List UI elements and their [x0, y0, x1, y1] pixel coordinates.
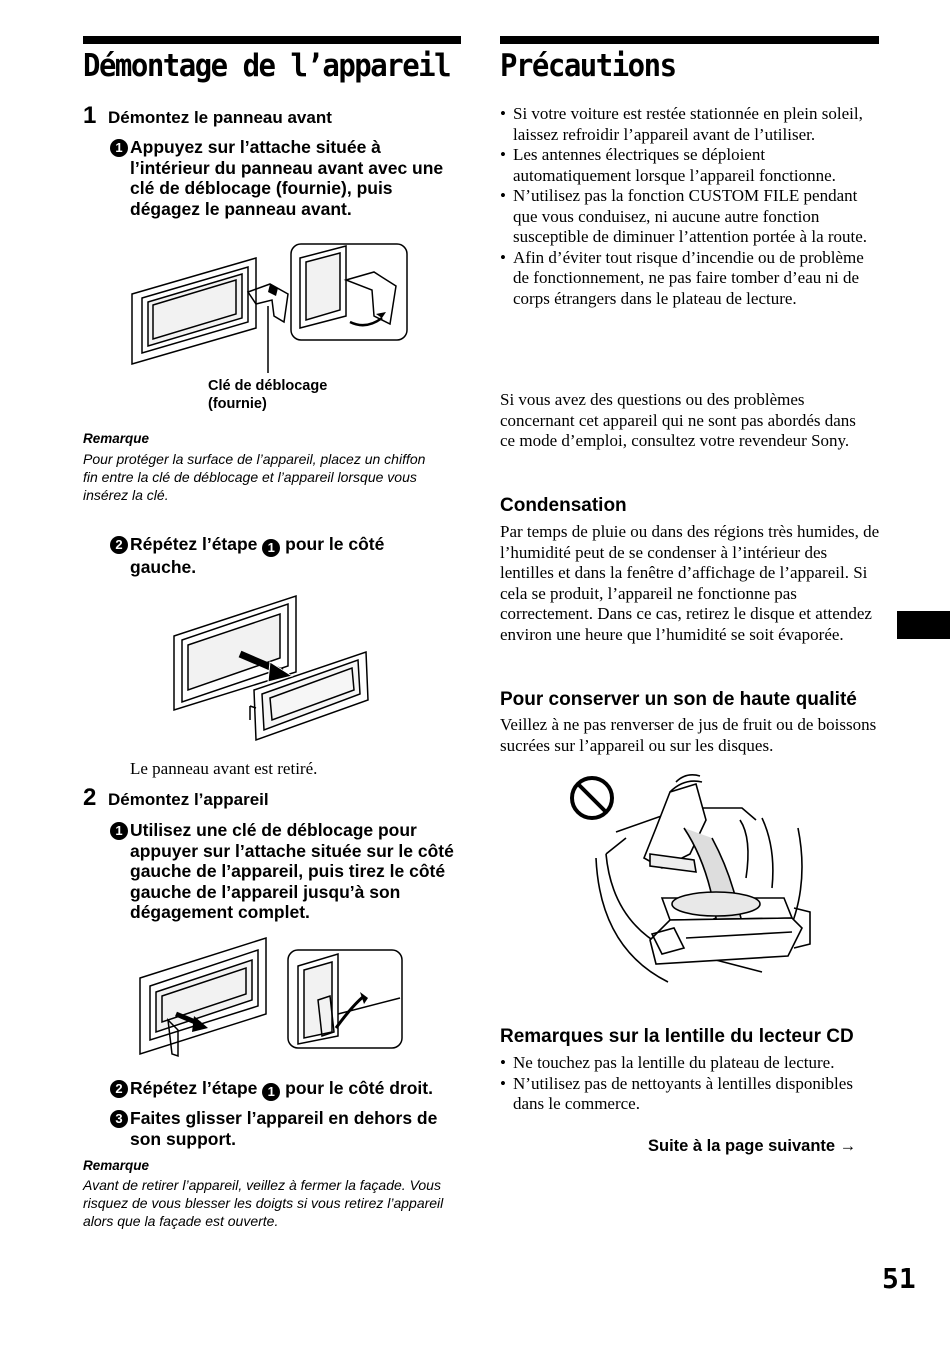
cd-lens-list [500, 1053, 885, 1115]
step-1-sub-1-text: Appuyez sur l’attache située à l’intérieur du panneau avant avec une clé de déblocage (fournie), puis dégagez le panneau avant. [130, 137, 444, 219]
sound-quality-heading: Pour conserver un son de haute qualité [500, 689, 857, 710]
step-1-sub-2-marker: 2 [110, 536, 128, 554]
step-2-sub-3-marker: 3 [110, 1110, 128, 1128]
precaution-item: • Les antennes électriques se déploient automatiquement lorsque l’appareil fonctionne. [500, 145, 883, 186]
step-1-sub-1-marker: 1 [110, 139, 128, 157]
page-title-left: Démontage de l’appareil [83, 47, 451, 84]
precaution-item: • Si votre voiture est restée stationnée en plein soleil, laissez refroidir l’appareil avant de l’utiliser. [500, 104, 883, 145]
release-key-front-panel-illustration [128, 238, 413, 374]
questions-paragraph: Si vous avez des questions ou des problèmes concernant cet appareil qui ne sont pas abordés dans ce mode d’emploi, consultez votre revendeur Sony. [500, 390, 856, 450]
continued-next-page [648, 1137, 856, 1156]
page-number: 51 [882, 1262, 916, 1295]
figure-caption-release-key-line1: Clé de déblocage [208, 378, 328, 394]
condensation-heading: Condensation [500, 495, 627, 516]
step-2-number: 2 [83, 784, 97, 811]
note-text-2: Avant de retirer l’appareil, veillez à fermer la façade. Vous risquez de vous blesser les doigts si vous retirez l’appareil alors que la façade est ouverte. [83, 1177, 444, 1229]
cd-lens-heading: Remarques sur la lentille du lecteur CD [500, 1026, 854, 1047]
note-title-2: Remarque [83, 1158, 150, 1173]
precaution-item: • Afin d’éviter tout risque d’incendie ou de problème de fonctionnement, ne pas faire tomber d’eau ni de corps étrangers dans le plateau de lecture. [500, 248, 883, 310]
step-2-sub-2-text [130, 1078, 470, 1101]
unit-removal-illustration [138, 936, 406, 1058]
figure-caption-release-key-line2: (fournie) [208, 396, 267, 412]
continued-label: Suite à la page suivante [648, 1137, 836, 1155]
precaution-item: • N’utilisez pas la fonction CUSTOM FILE pendant que vous conduisez, ni aucune autre fonction susceptible de diminuer l’attention portée à la route. [500, 186, 883, 248]
step-1-sub-2-text [130, 534, 450, 578]
step-2-sub-2-marker: 2 [110, 1080, 128, 1098]
step-ref-marker: 1 [262, 539, 280, 557]
step-2-sub-1-text: Utilisez une clé de déblocage pour appuyer sur l’attache située sur le côté gauche de l’appareil, puis tirez le côté gauche de l’appareil jusqu’à son dégagement complet. [130, 820, 454, 923]
precautions-list [500, 104, 883, 309]
right-title-rule [500, 36, 879, 44]
panel-removed-text: Le panneau avant est retiré. [130, 759, 318, 778]
condensation-text: Par temps de pluie ou dans des régions très humides, de l’humidité peut de se condenser à l’intérieur des lentilles et dans la fenêtre d’affichage de l’appareil. Si cela se produit, l’appareil ne fonctionne pas correctement. Dans ce cas, retirez le disque et attendez environ une heure que l’humidité se soit évaporée. [500, 522, 880, 644]
section-tab [897, 611, 950, 639]
step-2-sub-1-marker: 1 [110, 822, 128, 840]
step-1-sub-2-text-a: Répétez l’étape [130, 534, 258, 554]
step-2-sub-3-text: Faites glisser l’appareil en dehors de son support. [130, 1108, 438, 1149]
page-title-right: Précautions [500, 47, 676, 84]
front-panel-removed-illustration [170, 590, 375, 750]
step-ref-marker-2: 1 [262, 1083, 280, 1101]
step-2-sub-2-text-a: Répétez l’étape [130, 1078, 258, 1098]
left-title-rule [83, 36, 461, 44]
no-spill-illustration [566, 768, 826, 1000]
note-title-1: Remarque [83, 431, 150, 446]
right-arrow-icon: → [839, 1137, 857, 1155]
step-1-sub-2-text-b: pour le côté gauche. [130, 534, 385, 577]
step-2-sub-2-text-b: pour le côté droit. [285, 1078, 433, 1098]
step-1-title: Démontez le panneau avant [108, 108, 332, 127]
note-text-1: Pour protéger la surface de l’appareil, placez un chiffon fin entre la clé de déblocage et l’appareil lorsque vous insérez la clé. [83, 451, 426, 503]
cd-lens-item: • Ne touchez pas la lentille du plateau de lecture. [500, 1053, 885, 1074]
step-2-title: Démontez l’appareil [108, 790, 269, 809]
sound-quality-text: Veillez à ne pas renverser de jus de fruit ou de boissons sucrées sur l’appareil ou sur les disques. [500, 715, 877, 755]
cd-lens-item: • N’utilisez pas de nettoyants à lentilles disponibles dans le commerce. [500, 1074, 885, 1115]
step-1-number: 1 [83, 102, 97, 129]
